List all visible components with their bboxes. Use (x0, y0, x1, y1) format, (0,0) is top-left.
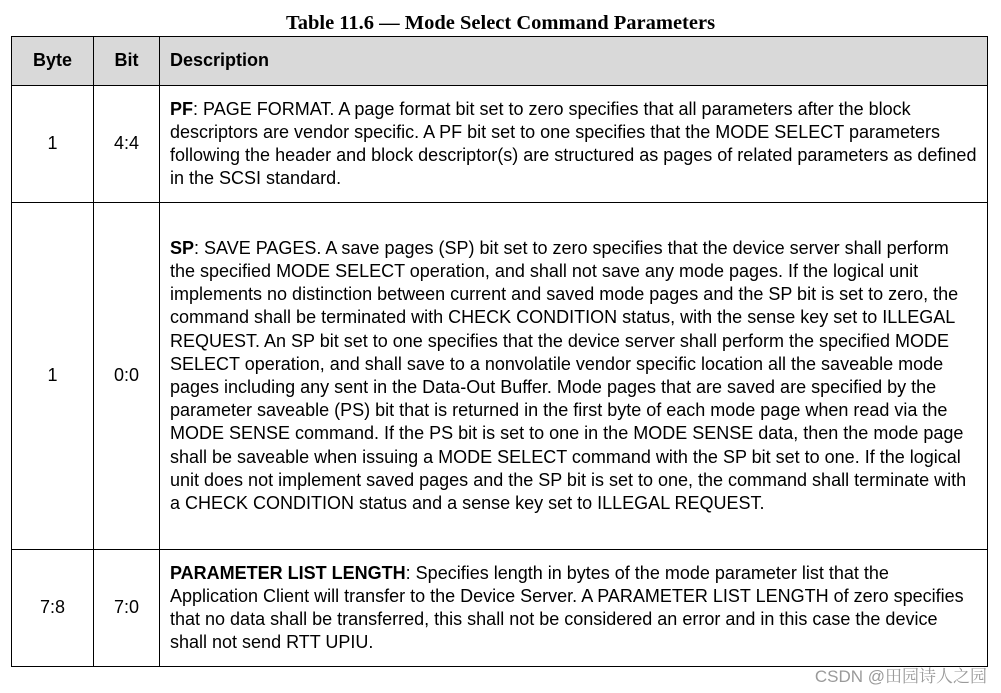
bit-cell: 7:0 (94, 550, 160, 667)
bit-cell: 4:4 (94, 86, 160, 203)
field-description: : SAVE PAGES. A save pages (SP) bit set to zero specifies that the device server shall perform the specified MODE SELECT operation, and shall not save any mode pages. If the logical unit implements no distinction between current and saved mode pages and the SP bit is set to zero, the command shall be terminated with CHECK CONDITION status, with the sense key set to ILLEGAL REQUEST. An SP bit set to one specifies that the device server shall perform the specified MODE SELECT operation, and shall save to a nonvolatile vendor specific location all the saveable mode pages including any sent in the Data-Out Buffer. Mode pages that are saved are specified by the parameter saveable (PS) bit that is returned in the first byte of each mode page when read via the MODE SENSE command. If the PS bit is set to one in the MODE SENSE data, then the mode page shall be saveable when issuing a MODE SELECT command with the SP bit set to one. If the logical unit does not implement saved pages and the SP bit is set to one, the command shall terminate with a CHECK CONDITION status and a sense key set to ILLEGAL REQUEST. (170, 237, 967, 514)
field-name: PF (170, 98, 194, 119)
table-row (12, 86, 988, 203)
watermark: CSDN @田园诗人之园 (814, 667, 987, 686)
column-header-description: Description (160, 37, 988, 86)
description-cell (160, 86, 988, 203)
table-row (12, 550, 988, 667)
field-name: SP (170, 237, 195, 258)
byte-cell: 1 (12, 86, 94, 203)
description-cell (160, 550, 988, 667)
bit-cell: 0:0 (94, 203, 160, 550)
mode-select-parameters-table (11, 36, 988, 667)
field-description: : PAGE FORMAT. A page format bit set to zero specifies that all parameters after the block descriptors are vendor specific. A PF bit set to one specifies that the MODE SELECT parameters following the header and block descriptor(s) are structured as pages of related parameters as defined in the SCSI standard. (170, 98, 977, 189)
byte-cell: 7:8 (12, 550, 94, 667)
byte-cell: 1 (12, 203, 94, 550)
column-header-byte: Byte (12, 37, 94, 86)
table-caption: Table 11.6 — Mode Select Command Parameters (285, 12, 716, 34)
table-header-row (12, 37, 988, 86)
field-description: : Specifies length in bytes of the mode parameter list that the Application Client will transfer to the Device Server. A PARAMETER LIST LENGTH of zero specifies that no data shall be transferred, this shall not be considered an error and in this case the device shall not send RTT UPIU. (170, 562, 964, 653)
column-header-bit: Bit (94, 37, 160, 86)
table-row (12, 203, 988, 550)
description-cell (160, 203, 988, 550)
field-name: PARAMETER LIST LENGTH (170, 562, 406, 583)
